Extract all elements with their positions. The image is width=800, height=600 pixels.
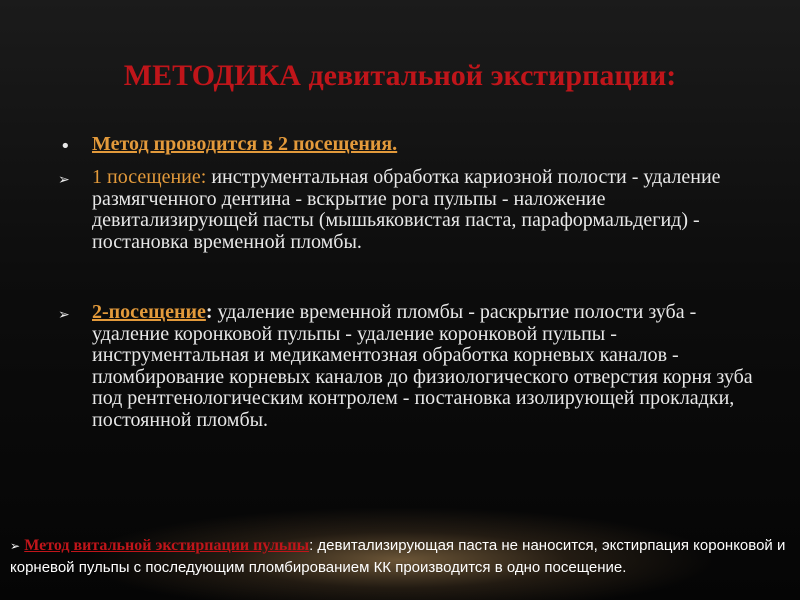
second-visit-label: 2-посещение xyxy=(92,301,206,323)
bullet-text xyxy=(92,134,772,156)
bullet-text xyxy=(92,302,772,431)
footer-method-label: Метод витальной экстирпации пульпы xyxy=(24,537,310,554)
bullet-dot-icon: • xyxy=(60,136,71,157)
second-visit-text: удаление временной пломбы - раскрытие полости зуба - удаление коронковой пульпы - удаление коронковой пульпы - инструментальная и медикаментозная обработка корневых каналов - пломбирование корневых каналов до физиологического отверстия корня зуба под рентгенологическим контролем - постановка изолирующей прокладки, постоянной пломбы. xyxy=(92,301,753,431)
arrow-bullet-icon: ➢ xyxy=(10,539,21,553)
footer-text: : девитализирующая паста не наносится, экстирпация коронковой и корневой пульпы с последующим пломбированием КК производится в одно посещение. xyxy=(10,537,786,576)
first-visit-label: 1 посещение: xyxy=(92,166,207,188)
footer-note xyxy=(10,535,790,578)
slide-title xyxy=(0,58,800,94)
second-visit-colon: : xyxy=(205,301,213,323)
bullet-text xyxy=(92,167,772,253)
first-visit-text: инструментальная обработка кариозной полости - удаление размягченного дентина - вскрытие рога пульпы - наложение девитализирующей пасты (мышьяковистая паста, параформальдегид) - постановка временной пломбы. xyxy=(92,166,721,253)
visits-count-text: Метод проводится в 2 посещения. xyxy=(92,133,398,155)
arrow-bullet-icon: ➢ xyxy=(58,172,70,188)
slide-title-sub: девитальной экстирпации: xyxy=(308,59,677,92)
arrow-bullet-icon: ➢ xyxy=(58,307,70,323)
slide-title-main: МЕТОДИКА xyxy=(123,59,301,92)
